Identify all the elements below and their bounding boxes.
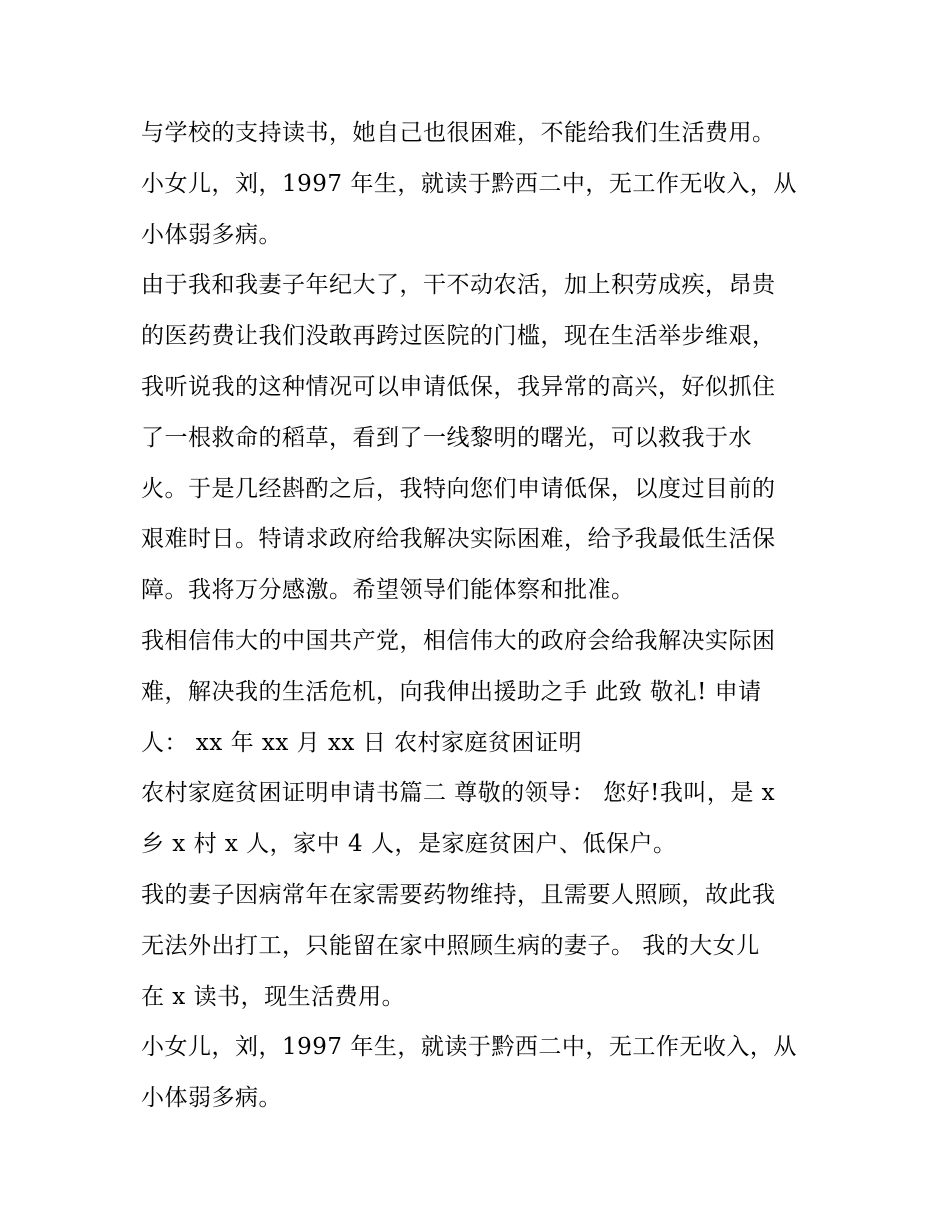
text-line: 了一根救命的稻草，看到了一线黎明的曙光，可以救我于水 xyxy=(141,424,752,451)
text-line: 我相信伟大的中国共产党，相信伟大的政府会给我解决实际困 xyxy=(141,627,776,654)
text-line: 障。我将万分感激。希望领导们能体察和批准。 xyxy=(141,577,635,604)
text-line: 小女儿，刘，1997 年生，就读于黔西二中，无工作无收入，从 xyxy=(141,170,797,197)
text-line: 小体弱多病。 xyxy=(141,221,282,248)
text-line: 我的妻子因病常年在家需要药物维持，且需要人照顾，故此我 xyxy=(141,881,776,908)
text-line: 我听说我的这种情况可以申请低保，我异常的高兴，好似抓住 xyxy=(141,373,776,400)
text-line: 难，解决我的生活危机，向我伸出援助之手 此致 敬礼! 申请 xyxy=(141,678,762,705)
text-line: 人： xx 年 xx 月 xx 日 农村家庭贫困证明 xyxy=(141,729,583,756)
text-line: 乡 x 村 x 人，家中 4 人，是家庭贫困户、低保户。 xyxy=(141,831,677,858)
text-line: 火。于是几经斟酌之后，我特向您们申请低保，以度过目前的 xyxy=(141,475,776,502)
text-line: 农村家庭贫困证明申请书篇二 尊敬的领导： 您好!我叫，是 x xyxy=(141,780,776,807)
text-line: 小女儿，刘，1997 年生，就读于黔西二中，无工作无收入，从 xyxy=(141,1034,797,1061)
text-line: 的医药费让我们没敢再跨过医院的门槛，现在生活举步维艰， xyxy=(141,323,776,350)
text-line: 由于我和我妻子年纪大了，干不动农活，加上积劳成疾，昂贵 xyxy=(141,272,776,299)
text-line: 无法外出打工，只能留在家中照顾生病的妻子。 我的大女儿 xyxy=(141,932,760,959)
text-line: 艰难时日。特请求政府给我解决实际困难，给予我最低生活保 xyxy=(141,526,776,553)
document-body xyxy=(141,108,821,1124)
text-line: 与学校的支持读书，她自己也很困难，不能给我们生活费用。 xyxy=(141,120,776,146)
text-line: 在 x 读书，现生活费用。 xyxy=(141,983,406,1010)
text-line: 小体弱多病。 xyxy=(141,1085,282,1112)
